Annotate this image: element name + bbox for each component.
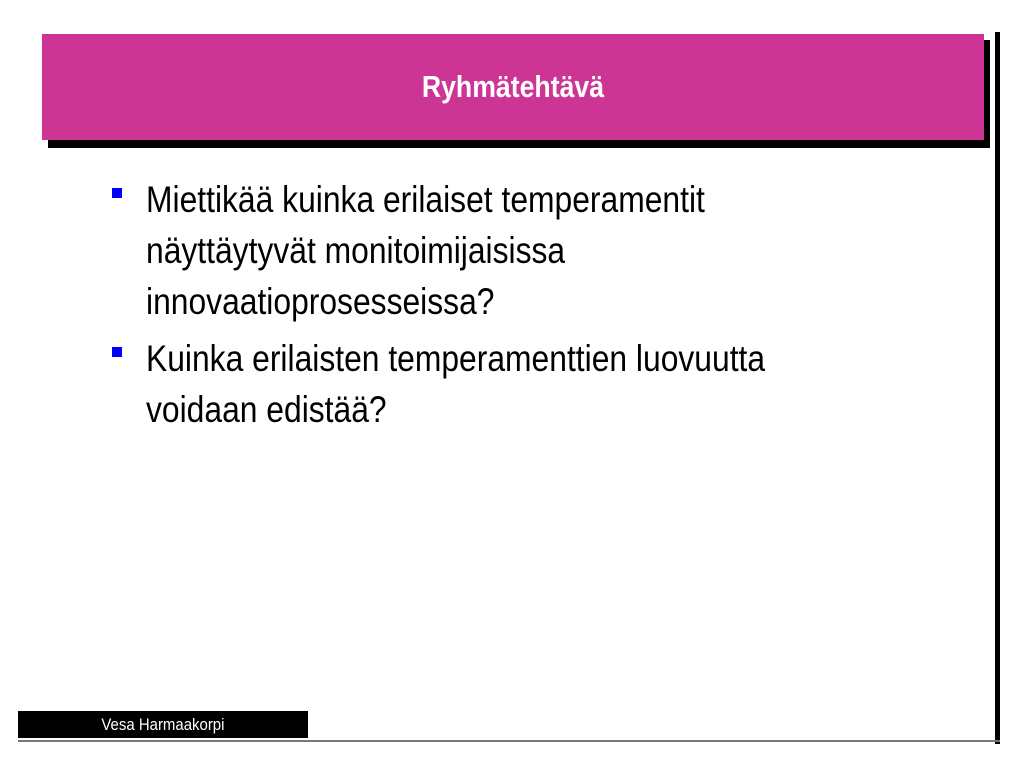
bullet-text: Miettikää kuinka erilaiset temperamentit näyttäytyvät monitoimijaisissa innovaatioprosesseissa? [146,179,705,322]
square-bullet-icon [112,188,122,198]
slide-title: Ryhmätehtävä [421,69,605,104]
square-bullet-icon [112,347,122,357]
bullet-item [112,174,932,327]
bottom-rule [18,740,1000,742]
bullet-item [112,333,932,435]
footer-author-box [18,711,308,738]
bullet-text: Kuinka erilaisten temperamenttien luovuutta voidaan edistää? [146,338,766,430]
title-banner [42,34,984,140]
footer-author: Vesa Harmaakorpi [101,714,225,734]
right-border-bar [995,32,1000,744]
bullet-list [112,174,932,441]
